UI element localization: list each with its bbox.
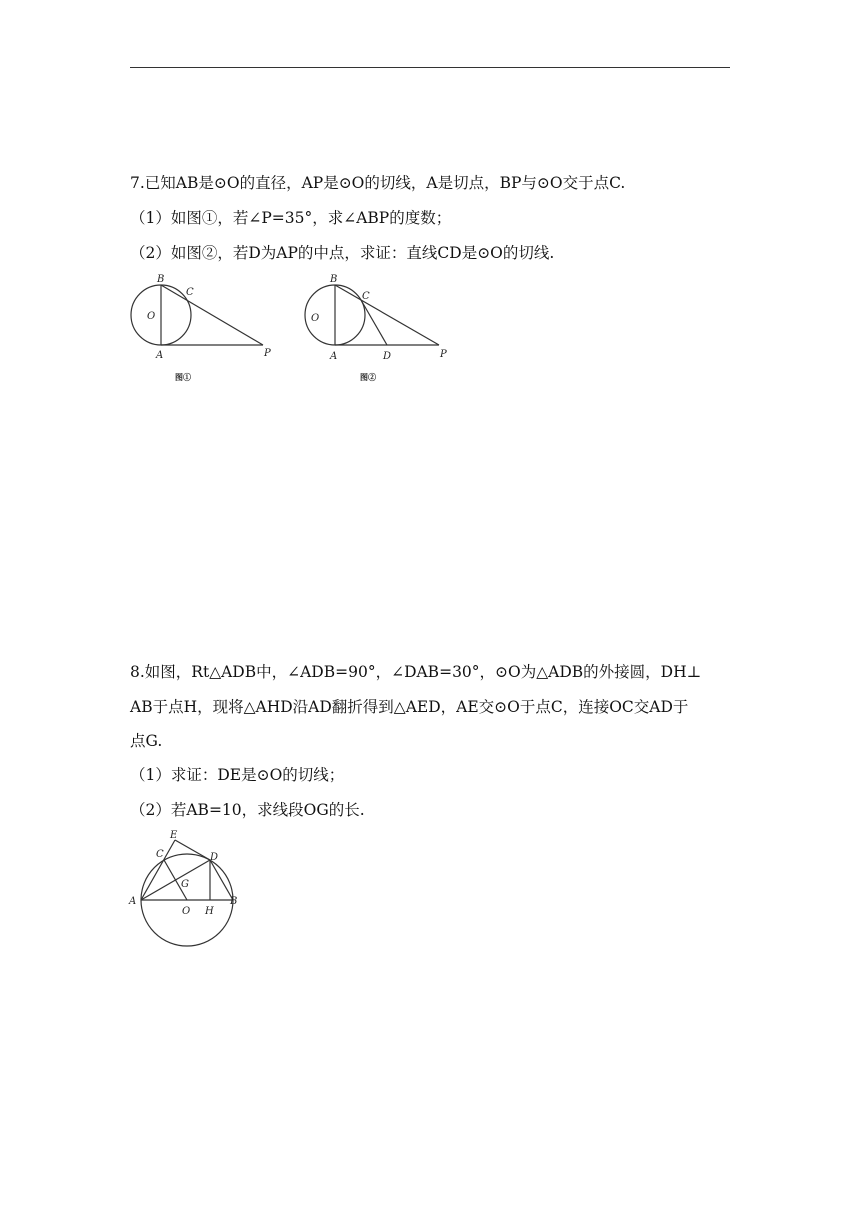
figure-7-2 [298,270,458,385]
figure-caption: 图② [360,372,376,382]
problem8-question2: （2）若AB=10，求线段OG的长. [130,801,365,819]
label-c: C [362,291,370,302]
secant-bp [335,285,439,345]
figure-8 [125,822,250,948]
label-g: G [181,879,189,890]
figure-7-1 [125,270,285,385]
figure-caption: 图① [175,372,191,382]
label-b: B [330,274,338,285]
label-b: B [230,896,238,907]
label-a: A [156,350,164,361]
label-p: P [264,348,271,359]
label-b: B [157,274,165,285]
label-e: E [170,830,178,841]
problem7-question1: （1）如图①，若∠P=35°，求∠ABP的度数； [130,209,452,227]
segment-cd [361,300,387,345]
label-c: C [186,287,194,298]
label-c: C [156,849,164,860]
problem7-stem: 7.已知AB是⊙O的直径，AP是⊙O的切线，A是切点，BP与⊙O交于点C. [130,174,626,192]
label-o: O [147,311,156,322]
problem8-stem-line1: 8.如图，Rt△ADB中，∠ADB=90°，∠DAB=30°，⊙O为△ADB的外接圆，DH⊥ [130,663,702,681]
header-rule [130,67,730,68]
problem8-question1: （1）求证：DE是⊙O的切线； [130,766,345,784]
problem8-stem-line2: AB于点H，现将△AHD沿AD翻折得到△AED，AE交⊙O于点C，连接OC交AD于 [130,698,689,716]
problem8-stem-line3: 点G. [130,732,163,750]
label-d: D [383,351,392,362]
label-d: D [210,852,219,863]
label-o: O [311,313,320,324]
label-a: A [330,351,338,362]
label-o: O [182,906,191,917]
segment-db [210,860,233,900]
segment-ed [175,840,210,860]
secant-bp [161,285,263,345]
label-h: H [205,906,214,917]
label-p: P [440,349,447,360]
problem7-question2: （2）如图②，若D为AP的中点，求证：直线CD是⊙O的切线. [130,244,555,262]
label-a: A [129,896,137,907]
